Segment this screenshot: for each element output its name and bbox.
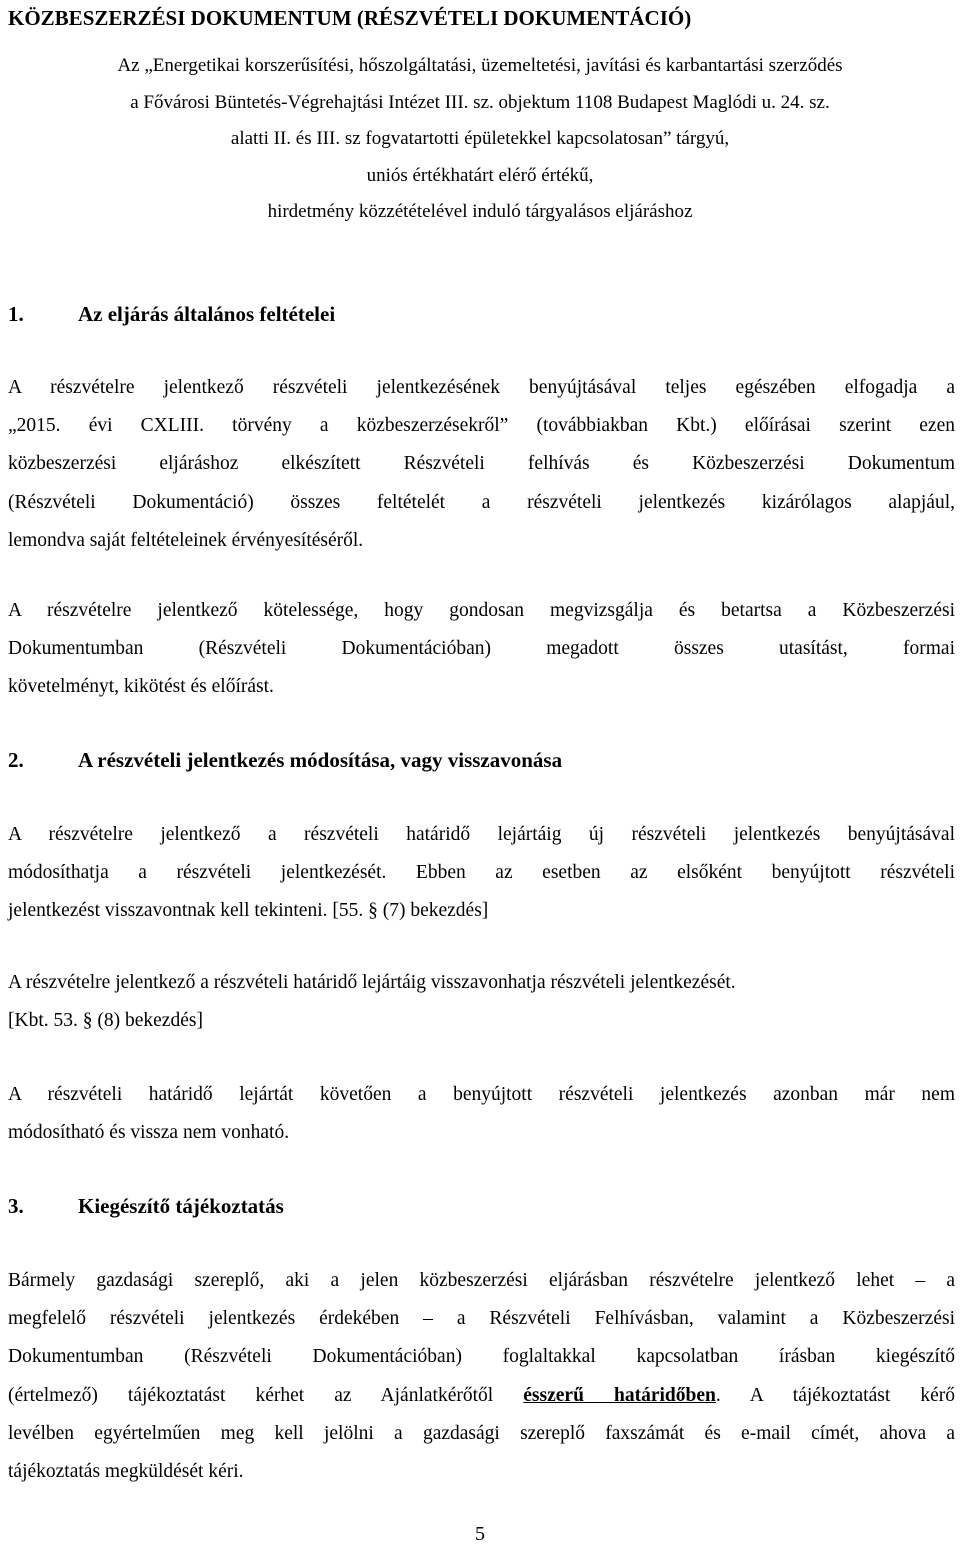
section-title: A részvételi jelentkezés módosítása, vagy visszavonása — [78, 748, 563, 772]
section-1-heading — [8, 299, 335, 329]
paragraph-line: lemondva saját feltételeinek érvényesítéséről. — [8, 529, 364, 551]
paragraph-line: Bármely gazdasági szereplő, aki a jelen közbeszerzési eljárásban részvételre jelentkező lehet – a — [8, 1270, 955, 1291]
paragraph-line: tájékoztatás megküldését kéri. — [8, 1461, 244, 1483]
section-title: Az eljárás általános feltételei — [78, 302, 336, 326]
section-number: 1. — [8, 302, 24, 326]
line-text: . A tájékoztatást kérő — [715, 1384, 955, 1406]
section-2-heading — [8, 745, 562, 775]
page-number: 5 — [475, 1523, 485, 1545]
paragraph-line: A részvételre jelentkező a részvételi határidő lejártáig visszavonhatja részvételi jelentkezését. — [8, 972, 736, 993]
emphasized-text: ésszerű határidőben — [523, 1384, 716, 1406]
section-2-paragraph-3 — [8, 1076, 955, 1152]
subject-line: alatti II. és III. sz fogvatartotti épületekkel kapcsolatosan” tárgyú, — [230, 128, 730, 149]
subject-line: hirdetmény közzétételével induló tárgyalásos eljáráshoz — [267, 201, 693, 222]
paragraph-line: követelményt, kikötést és előírást. — [8, 676, 274, 698]
subject-line: Az „Energetikai korszerűsítési, hőszolgáltatási, üzemeltetési, javítási és karbantartási szerződés — [117, 55, 843, 76]
paragraph-line: [Kbt. 53. § (8) bekezdés] — [8, 1010, 203, 1032]
paragraph-line: A részvételre jelentkező részvételi jelentkezésének benyújtásával teljes egészében elfogadja a — [8, 377, 955, 398]
paragraph-line: jelentkezést visszavontnak kell tekinteni. [55. § (7) bekezdés] — [8, 900, 489, 922]
paragraph-line — [8, 1377, 955, 1415]
paragraph-line: A részvételi határidő lejártát követően a benyújtott részvételi jelentkezés azonban már nem — [8, 1084, 955, 1105]
line-text: (értelmező) tájékoztatást kérhet az Ajánlatkérőtől — [8, 1384, 524, 1406]
paragraph-line: A részvételre jelentkező kötelessége, hogy gondosan megvizsgálja és betartsa a Közbeszerzési — [8, 600, 955, 621]
paragraph-line: Dokumentumban (Részvételi Dokumentációban) megadott összes utasítást, formai — [8, 638, 955, 660]
section-3-paragraph-1 — [8, 1262, 955, 1491]
paragraph-line: módosítható és vissza nem vonható. — [8, 1122, 290, 1144]
section-1-paragraph-2 — [8, 592, 955, 707]
section-number: 2. — [8, 748, 24, 772]
subject-line: a Fővárosi Büntetés-Végrehajtási Intézet III. sz. objektum 1108 Budapest Maglódi u. 24. sz. — [130, 91, 830, 113]
document-title: KÖZBESZERZÉSI DOKUMENTUM (RÉSZVÉTELI DOKUMENTÁCIÓ) — [8, 6, 692, 30]
section-2-paragraph-1 — [8, 816, 955, 931]
paragraph-line: A részvételre jelentkező a részvételi határidő lejártáig új részvételi jelentkezés benyújtásával — [8, 824, 955, 845]
paragraph-line: megfelelő részvételi jelentkezés érdekében – a Részvételi Felhívásban, valamint a Közbeszerzési — [8, 1308, 955, 1330]
section-2-paragraph-2 — [8, 964, 955, 1040]
paragraph-line: módosíthatja a részvételi jelentkezését. Ebben az esetben az elsőként benyújtott részvételi — [8, 862, 955, 884]
paragraph-line: (Részvételi Dokumentáció) összes feltételét a részvételi jelentkezés kizárólagos alapjául, — [8, 491, 955, 513]
section-title: Kiegészítő tájékoztatás — [78, 1194, 284, 1218]
subject-line: uniós értékhatárt elérő értékű, — [366, 164, 594, 186]
section-1-paragraph-1 — [8, 369, 955, 560]
paragraph-line: levélben egyértelműen meg kell jelölni a gazdasági szereplő faxszámát és e-mail címét, ahova a — [8, 1422, 955, 1444]
paragraph-line: közbeszerzési eljáráshoz elkészített Részvételi felhívás és Közbeszerzési Dokumentum — [8, 453, 955, 475]
paragraph-line: „2015. évi CXLIII. törvény a közbeszerzésekről” (továbbiakban Kbt.) előírásai szerint ezen — [8, 415, 955, 437]
section-number: 3. — [8, 1194, 24, 1218]
paragraph-line: Dokumentumban (Részvételi Dokumentációban) foglaltakkal kapcsolatban írásban kiegészítő — [8, 1346, 955, 1368]
section-3-heading — [8, 1191, 284, 1221]
document-subject — [0, 48, 960, 231]
